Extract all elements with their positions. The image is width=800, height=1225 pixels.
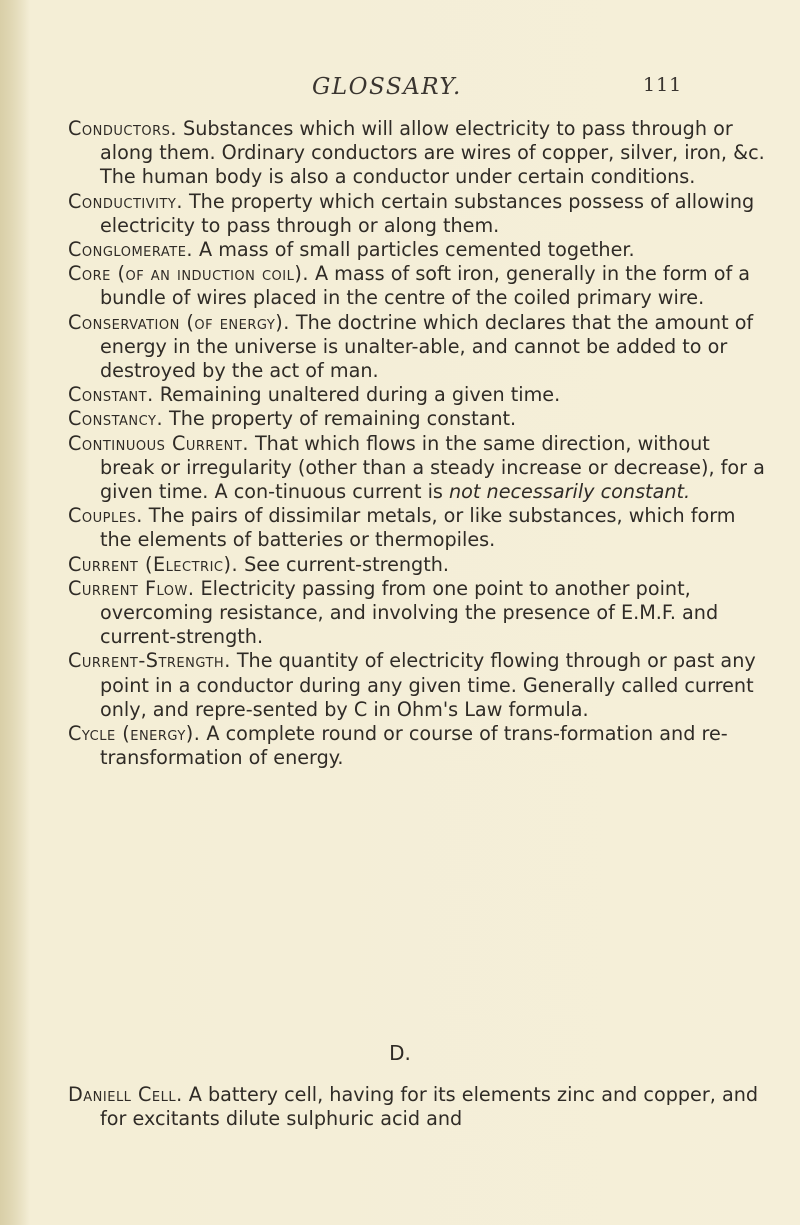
glossary-entry	[68, 383, 768, 407]
entry-term: Conglomerate.	[68, 238, 194, 262]
glossary-entries-c	[68, 117, 768, 770]
entry-definition: Remaining unaltered during a given time.	[159, 383, 561, 407]
glossary-entry	[68, 504, 768, 552]
glossary-entry	[68, 553, 768, 577]
glossary-entry	[68, 1083, 768, 1131]
entry-definition: See current-strength.	[244, 552, 450, 576]
entry-term: Conservation (of energy).	[68, 310, 290, 334]
entry-definition: The pairs of dissimilar metals, or like substances, which form the elements of batteries or thermopiles.	[100, 504, 736, 552]
glossary-entry	[68, 577, 768, 650]
entry-term: Core (of an induction coil).	[68, 262, 309, 286]
entry-term: Conductors.	[68, 117, 178, 140]
glossary-entry	[68, 311, 768, 384]
entry-definition: A battery cell, having for its elements zinc and copper, and for excitants dilute sulphuric acid and	[100, 1083, 759, 1131]
entry-term: Constancy.	[68, 407, 164, 431]
entry-term: Daniell Cell.	[68, 1083, 183, 1106]
entry-definition: Electricity passing from one point to another point, overcoming resistance, and involving the presence of E.M.F. and current-strength.	[100, 576, 719, 649]
page-header	[0, 74, 800, 104]
glossary-entry	[68, 649, 768, 722]
section-letter-heading: D.	[389, 1041, 411, 1065]
entry-term: Current-Strength.	[68, 649, 231, 673]
glossary-entry	[68, 407, 768, 431]
glossary-entries-d	[68, 1083, 768, 1131]
glossary-entry	[68, 190, 768, 238]
glossary-entry	[68, 262, 768, 310]
entry-term: Current Flow.	[68, 576, 195, 600]
page-number: 111	[643, 74, 683, 96]
entry-term: Constant.	[68, 383, 154, 407]
running-title: GLOSSARY.	[312, 74, 462, 100]
entry-definition: The doctrine which declares that the amount of energy in the universe is unalter-able, and cannot be added to or destroyed by the act of man.	[100, 310, 754, 383]
entry-term: Current (Electric).	[68, 552, 239, 576]
glossary-entry	[68, 722, 768, 770]
glossary-entry	[68, 117, 768, 190]
entry-definition: A mass of small particles cemented together.	[199, 238, 635, 262]
entry-definition: The quantity of electricity flowing through or past any point in a conductor during any given time. Generally called current only, and repre-sented by C in Ohm's Law formula.	[100, 649, 756, 721]
entry-definition: Substances which will allow electricity to pass through or along them. Ordinary conductors are wires of copper, silver, iron, &c. The human body is also a conductor under certain conditions.	[100, 117, 765, 189]
glossary-entry	[68, 432, 768, 505]
entry-term: Couples.	[68, 504, 143, 528]
entry-definition: The property which certain substances possess of allowing electricity to pass through or along them.	[100, 189, 755, 237]
entry-definition: A mass of soft iron, generally in the form of a bundle of wires placed in the centre of the coiled primary wire.	[100, 262, 751, 310]
entry-definition: The property of remaining constant.	[169, 407, 517, 431]
entry-definition: That which flows in the same direction, without break or irregularity (other than a steady increase or decrease), for a given time. A con-tinuous current is	[100, 431, 765, 504]
entry-term: Conductivity.	[68, 189, 183, 213]
entry-term: Cycle (energy).	[68, 722, 201, 746]
entry-definition-emphasis: not necessarily constant.	[449, 480, 691, 504]
entry-definition: A complete round or course of trans-formation and re-transformation of energy.	[100, 722, 728, 770]
entry-term: Continuous Current.	[68, 431, 249, 455]
glossary-entry	[68, 238, 768, 262]
